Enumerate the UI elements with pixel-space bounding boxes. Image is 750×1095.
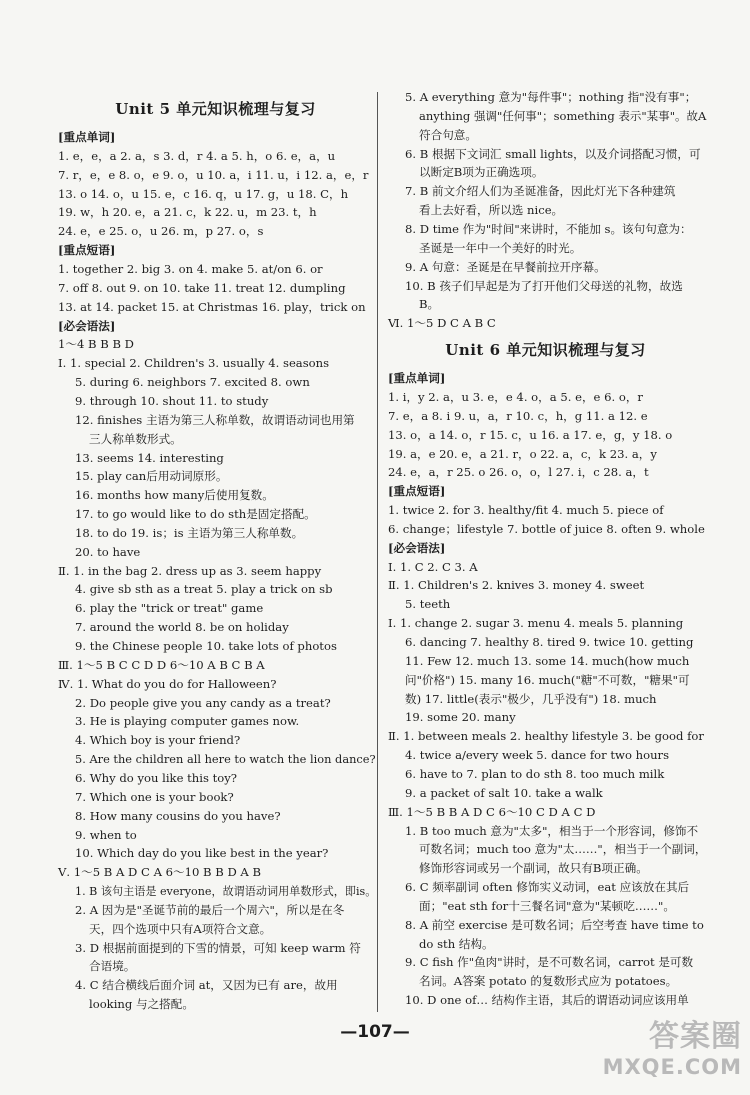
- answer-line: do sth 结构。: [419, 936, 494, 951]
- answer-line: 1～4 B B B D: [58, 337, 134, 352]
- answer-line: 修饰形容词或另一个副词，故只有B项正确。: [419, 861, 648, 876]
- answer-line: 1. together 2. big 3. on 4. make 5. at/on 6. or: [58, 261, 323, 276]
- unit-title: Unit 6 单元知识梳理与复习: [445, 341, 646, 359]
- answer-line: 7. B 前文介绍人们为圣诞准备，因此灯光下各种建筑: [405, 184, 676, 199]
- answer-line: 4. Which boy is your friend?: [75, 733, 241, 748]
- section-heading: [必会语法]: [58, 318, 116, 333]
- answer-line: 问"价格") 15. many 16. much("糖"不可数，"糖果"可: [405, 672, 690, 687]
- answer-line: 三人称单数形式。: [89, 431, 182, 446]
- answer-line: 13. o，a 14. o，r 15. c，u 16. a 17. e，g，y 18. o: [388, 427, 673, 442]
- answer-line: Ⅱ. 1. between meals 2. healthy lifestyle 3. be good for: [388, 729, 704, 744]
- answer-line: Ⅰ. 1. change 2. sugar 3. menu 4. meals 5. planning: [388, 616, 684, 631]
- answer-line: 1. i，y 2. a，u 3. e，e 4. o，a 5. e，e 6. o，r: [388, 389, 643, 404]
- answer-line: Ⅴ. 1～5 B A D C A 6～10 B B D A B: [58, 865, 262, 880]
- answer-line: 17. to go would like to do sth是固定搭配。: [75, 507, 316, 521]
- answer-line: 数) 17. little(表示"极少，几乎没有") 18. much: [405, 691, 657, 706]
- page-number: —107—: [340, 1022, 410, 1042]
- answer-line: 4. give sb sth as a treat 5. play a trick on sb: [75, 582, 333, 597]
- answer-line: 3. D 根据前面提到的下雪的情景，可知 keep warm 符: [75, 940, 361, 955]
- answer-line: 10. B 孩子们早起是为了打开他们父母送的礼物，故选: [405, 278, 683, 293]
- answer-line: 1. B too much 意为"太多"，相当于一个形容词，修饰不: [405, 823, 699, 838]
- answer-line: 15. play can后用动词原形。: [75, 469, 228, 484]
- answer-line: 7. r，e，e 8. o，e 9. o，u 10. a，i 11. u，i 12. a，e，r: [58, 167, 369, 182]
- answer-line: 8. D time 作为"时间"来讲时，不能加 s。该句句意为：: [405, 221, 692, 236]
- answer-line: 9. a packet of salt 10. take a walk: [405, 785, 603, 800]
- answer-line: Ⅱ. 1. in the bag 2. dress up as 3. seem happy: [58, 563, 322, 578]
- answer-line: 1. twice 2. for 3. healthy/fit 4. much 5. piece of: [388, 503, 664, 517]
- column-divider: [377, 92, 378, 1012]
- answer-line: 4. twice a/every week 5. dance for two hours: [405, 748, 670, 763]
- watermark-url: MXQE.COM: [602, 1055, 742, 1079]
- answer-line: 8. A 前空 exercise 是可数名词；后空考查 have time to: [405, 917, 704, 932]
- answer-line: 看上去好看，所以选 nice。: [419, 203, 564, 218]
- section-heading: [重点短语]: [58, 243, 116, 258]
- answer-line: 9. C fish 作"鱼肉"讲时，是不可数名词，carrot 是可数: [405, 955, 694, 970]
- answer-line: Ⅰ. 1. special 2. Children's 3. usually 4. seasons: [58, 356, 330, 371]
- answer-line: Ⅰ. 1. C 2. C 3. A: [388, 559, 478, 574]
- answer-line: 6. C 频率副词 often 修饰实义动词，eat 应该放在其后: [405, 880, 690, 894]
- answer-line: 10. D one of… 结构作主语，其后的谓语动词应该用单: [405, 993, 689, 1008]
- answer-line: 9. through 10. shout 11. to study: [75, 393, 269, 408]
- answer-line: 1. e，e，a 2. a，s 3. d，r 4. a 5. h，o 6. e，a，u: [58, 148, 336, 163]
- unit-title: Unit 5 单元知识梳理与复习: [115, 100, 316, 118]
- answer-line: 6. play the "trick or treat" game: [75, 601, 264, 616]
- answer-line: 名词。A答案 potato 的复数形式应为 potatoes。: [419, 974, 678, 989]
- answer-line: 7. off 8. out 9. on 10. take 11. treat 12. dumpling: [58, 280, 346, 295]
- answer-line: 6. dancing 7. healthy 8. tired 9. twice 10. getting: [405, 635, 694, 649]
- answer-line: 5. teeth: [405, 597, 451, 612]
- answer-line: 合语境。: [89, 959, 136, 974]
- answer-line: 24. e，a，r 25. o 26. o，o，l 27. i，c 28. a，t: [388, 465, 649, 480]
- answer-line: 以断定B项为正确选项。: [419, 165, 544, 180]
- answer-line: 2. Do people give you any candy as a treat?: [75, 695, 331, 710]
- answer-line: 可数名词；much too 意为"太……"，相当于一个副词，: [419, 842, 707, 857]
- answer-line: 13. at 14. packet 15. at Christmas 16. play，trick on: [58, 299, 366, 314]
- answer-line: 7. e，a 8. i 9. u，a，r 10. c，h，g 11. a 12. e: [388, 408, 648, 423]
- answer-line: 2. A 因为是"圣诞节前的最后一个周六"，所以是在冬: [75, 902, 345, 917]
- answer-line: Ⅲ. 1～5 B C C D D 6～10 A B C B A: [58, 657, 265, 672]
- answer-line: 7. Which one is your book?: [75, 789, 234, 804]
- answer-line: 4. C 结合横线后面介词 at，又因为已有 are，故用: [75, 978, 338, 993]
- answer-line: anything 强调"任何事"；something 表示"某事"。故A: [419, 108, 707, 123]
- watermark-logo: [592, 1011, 742, 1089]
- answer-line: 19. w，h 20. e，a 21. c，k 22. u，m 23. t，h: [58, 205, 317, 220]
- answer-line: 20. to have: [75, 544, 141, 559]
- answer-line: 圣诞是一年中一个美好的时光。: [419, 240, 582, 255]
- answer-line: 9. when to: [75, 827, 137, 842]
- answer-line: 13. o 14. o，u 15. e，c 16. q，u 17. g，u 18. C，h: [58, 186, 349, 201]
- answer-line: 16. months how many后使用复数。: [75, 488, 274, 503]
- answer-line: 19. some 20. many: [405, 710, 516, 725]
- answer-line: Ⅲ. 1～5 B B A D C 6～10 C D A C D: [388, 804, 596, 819]
- watermark-logo-text: 答案圈: [649, 1019, 742, 1054]
- answer-line: 6. have to 7. plan to do sth 8. too much milk: [405, 766, 665, 781]
- section-heading: [重点单词]: [58, 130, 116, 144]
- answer-line: 符合句意。: [419, 127, 477, 142]
- answer-line: 6. B 根据下文词汇 small lights，以及介词搭配习惯，可: [405, 146, 701, 161]
- section-heading: [必会语法]: [388, 540, 446, 555]
- answer-line: 7. around the world 8. be on holiday: [75, 620, 289, 635]
- answer-line: Ⅱ. 1. Children's 2. knives 3. money 4. sweet: [388, 578, 645, 593]
- answer-line: B。: [419, 297, 440, 312]
- answer-line: Ⅵ. 1～5 D C A B C: [388, 316, 496, 331]
- answer-line: 13. seems 14. interesting: [75, 450, 224, 465]
- answer-line: 5. Are the children all here to watch the lion dance?: [75, 752, 376, 767]
- answer-line: 24. e，e 25. o，u 26. m，p 27. o，s: [58, 224, 264, 239]
- answer-line: 天，四个选项中只有A项符合文意。: [89, 921, 272, 936]
- section-heading: [重点短语]: [388, 484, 446, 499]
- answer-line: 11. Few 12. much 13. some 14. much(how much: [405, 653, 690, 668]
- answer-line: looking 与之搭配。: [89, 997, 194, 1012]
- answer-line: 3. He is playing computer games now.: [75, 714, 300, 729]
- answer-line: 10. Which day do you like best in the year?: [75, 846, 329, 861]
- answer-line: 5. during 6. neighbors 7. excited 8. own: [75, 375, 310, 390]
- answer-line: Ⅳ. 1. What do you do for Halloween?: [58, 676, 277, 691]
- answer-line: 18. to do 19. is；is 主语为第三人称单数。: [75, 525, 304, 540]
- answer-line: 9. the Chinese people 10. take lots of photos: [75, 639, 337, 653]
- section-heading: [重点单词]: [388, 371, 446, 385]
- answer-line: 12. finishes 主语为第三人称单数，故谓语动词也用第: [75, 412, 355, 427]
- answer-line: 5. A everything 意为"每件事"；nothing 指"没有事"；: [405, 90, 697, 104]
- answer-line: 6. Why do you like this toy?: [75, 770, 237, 785]
- answer-line: 面；"eat sth for十三餐名词"意为"某顿吃……"。: [419, 898, 675, 913]
- answer-line: 19. a，e 20. e，a 21. r，o 22. a，c，k 23. a，y: [388, 446, 657, 461]
- answer-line: 9. A 句意：圣诞是在早餐前拉开序幕。: [405, 259, 606, 274]
- answer-line: 1. B 该句主语是 everyone，故谓语动词用单数形式，即is。: [75, 884, 377, 898]
- answer-line: 6. change；lifestyle 7. bottle of juice 8. often 9. whole: [388, 521, 705, 536]
- answer-line: 8. How many cousins do you have?: [75, 808, 281, 823]
